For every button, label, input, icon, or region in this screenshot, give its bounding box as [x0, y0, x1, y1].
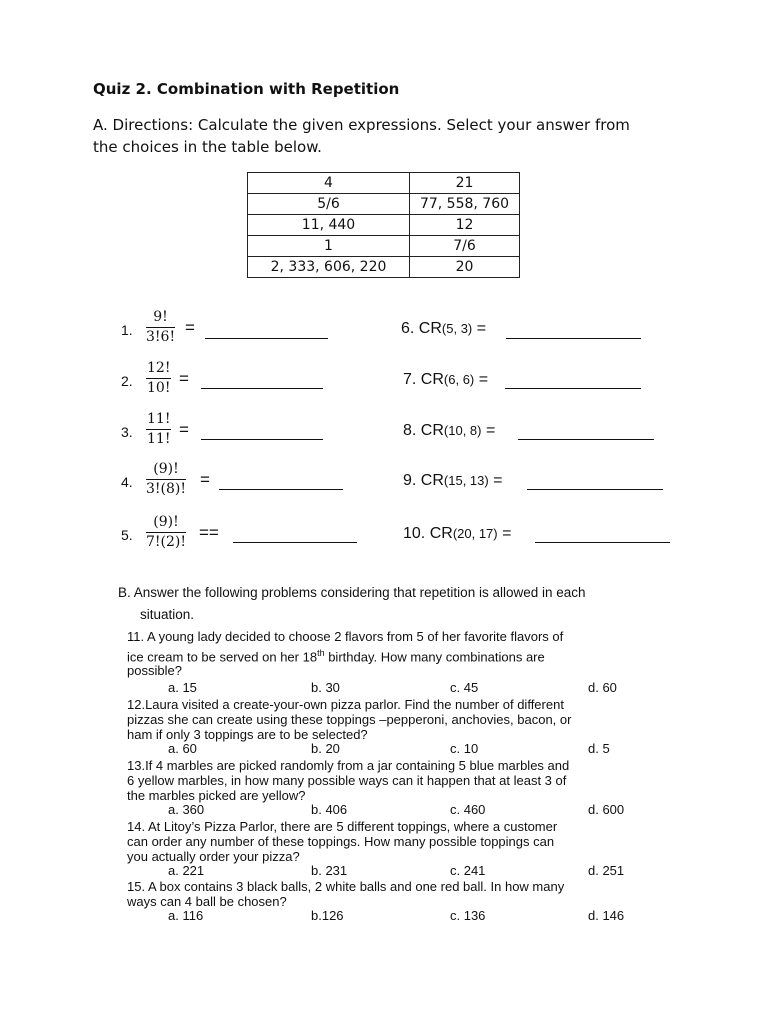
item-number: 1.	[121, 322, 133, 338]
choices-table	[247, 172, 520, 278]
cr-expression	[403, 525, 511, 543]
table-cell: 5/6	[248, 194, 410, 215]
fraction	[146, 513, 186, 552]
answer-blank[interactable]	[527, 489, 663, 490]
equals-sign: =	[476, 320, 487, 337]
question-line: possible?	[127, 663, 182, 678]
cr-function: CR	[420, 422, 444, 439]
option-c[interactable]: c. 45	[450, 680, 479, 695]
item-number: 8.	[403, 422, 417, 439]
denominator: 3!6!	[146, 329, 176, 345]
option-d[interactable]: d. 60	[588, 680, 617, 695]
option-b[interactable]: b. 30	[311, 680, 340, 695]
table-cell: 12	[410, 215, 520, 236]
question-line: can order any number of these toppings. How many possible toppings can	[127, 834, 555, 849]
cr-expression	[403, 371, 488, 389]
option-d[interactable]: d. 5	[588, 741, 610, 756]
item-number: 6.	[401, 320, 415, 337]
section-b-heading: B. Answer the following problems considering that repetition is allowed in each	[118, 585, 586, 600]
equals-sign: ==	[199, 523, 219, 542]
option-b[interactable]: b. 231	[311, 863, 348, 878]
table-cell: 20	[410, 257, 520, 278]
table-cell: 21	[410, 173, 520, 194]
question-line: ways can 4 ball be chosen?	[127, 894, 287, 909]
cr-args: (20, 17)	[452, 526, 498, 541]
cr-args: (10, 8)	[443, 423, 482, 438]
numerator: 9!	[153, 309, 168, 325]
numerator: (9)!	[153, 461, 179, 477]
question-line: the marbles picked are yellow?	[127, 788, 306, 803]
option-d[interactable]: d. 251	[588, 863, 625, 878]
fraction	[146, 410, 171, 449]
table-cell: 77, 558, 760	[410, 194, 520, 215]
table-row	[248, 257, 520, 278]
question-line	[127, 646, 667, 664]
cr-function: CR	[418, 320, 442, 337]
question-text: birthday. How many combinations are	[328, 649, 545, 665]
question-line: 12.Laura visited a create-your-own pizza parlor. Find the number of different	[127, 697, 564, 712]
table-cell: 4	[248, 173, 410, 194]
item-number: 2.	[121, 373, 133, 389]
cr-args: (6, 6)	[443, 372, 475, 387]
cr-expression	[401, 320, 486, 338]
option-b[interactable]: b. 20	[311, 741, 340, 756]
equals-sign: =	[493, 472, 503, 489]
item-number: 9.	[403, 472, 417, 489]
item-number: 4.	[121, 474, 133, 490]
denominator: 3!(8)!	[146, 481, 186, 497]
cr-function: CR	[429, 525, 453, 542]
question-line: 14. At Litoy’s Pizza Parlor, there are 5 different toppings, where a customer	[127, 819, 558, 834]
table-cell: 11, 440	[248, 215, 410, 236]
table-row	[248, 215, 520, 236]
option-b[interactable]: b.126	[311, 908, 344, 923]
question-line: pizzas she can create using these toppings –pepperoni, anchovies, bacon, or	[127, 712, 572, 727]
cr-expression	[403, 422, 495, 440]
superscript: th	[317, 648, 325, 658]
table-row	[248, 173, 520, 194]
item-number: 10.	[403, 525, 426, 542]
table-cell: 2, 333, 606, 220	[248, 257, 410, 278]
quiz-title: Quiz 2. Combination with Repetition	[93, 80, 400, 98]
option-c[interactable]: c. 136	[450, 908, 486, 923]
question-line: 13.If 4 marbles are picked randomly from a jar containing 5 blue marbles and	[127, 758, 570, 773]
item-number: 3.	[121, 424, 133, 440]
equals-sign: =	[485, 422, 496, 439]
answer-blank[interactable]	[505, 388, 641, 389]
equals-sign: =	[478, 371, 489, 388]
table-row	[248, 236, 520, 257]
option-c[interactable]: c. 460	[450, 802, 486, 817]
fraction	[146, 460, 186, 499]
equals-sign: =	[185, 318, 195, 337]
option-b[interactable]: b. 406	[311, 802, 348, 817]
answer-blank[interactable]	[205, 338, 328, 339]
option-c[interactable]: c. 241	[450, 863, 486, 878]
answer-blank[interactable]	[201, 388, 323, 389]
numerator: 12!	[147, 360, 171, 376]
equals-sign: =	[200, 470, 210, 489]
table-cell: 7/6	[410, 236, 520, 257]
section-b-heading-cont: situation.	[140, 607, 195, 622]
denominator: 10!	[147, 380, 171, 396]
question-line: you actually order your pizza?	[127, 849, 300, 864]
option-c[interactable]: c. 10	[450, 741, 479, 756]
answer-blank[interactable]	[201, 439, 323, 440]
option-d[interactable]: d. 600	[588, 802, 625, 817]
cr-args: (15, 13)	[443, 473, 489, 488]
answer-blank[interactable]	[506, 338, 641, 339]
answer-blank[interactable]	[233, 542, 357, 543]
option-a[interactable]: a. 15	[168, 680, 197, 695]
item-number: 5.	[121, 527, 133, 543]
question-line: ham if only 3 toppings are to be selected?	[127, 727, 368, 742]
answer-blank[interactable]	[535, 542, 670, 543]
option-a[interactable]: a. 60	[168, 741, 197, 756]
numerator: 11!	[147, 411, 171, 427]
option-a[interactable]: a. 116	[168, 908, 204, 923]
question-line: 15. A box contains 3 black balls, 2 white balls and one red ball. In how many	[127, 879, 565, 894]
table-cell: 1	[248, 236, 410, 257]
item-number: 7.	[403, 371, 417, 388]
answer-blank[interactable]	[219, 489, 343, 490]
cr-function: CR	[420, 371, 444, 388]
equals-sign: =	[179, 420, 189, 439]
question-text: ice cream to be served on her 18	[127, 649, 318, 665]
option-a[interactable]: a. 360	[168, 802, 205, 817]
answer-blank[interactable]	[518, 439, 654, 440]
option-a[interactable]: a. 221	[168, 863, 205, 878]
cr-args: (5, 3)	[441, 321, 473, 336]
question-line: 6 yellow marbles, in how many possible ways can it happen that at least 3 of	[127, 773, 567, 788]
equals-sign: =	[502, 525, 512, 542]
cr-expression	[403, 472, 503, 490]
option-d[interactable]: d. 146	[588, 908, 625, 923]
cr-function: CR	[420, 472, 444, 489]
table-row	[248, 194, 520, 215]
denominator: 7!(2)!	[146, 534, 186, 550]
equals-sign: =	[179, 369, 189, 388]
denominator: 11!	[147, 431, 171, 447]
numerator: (9)!	[153, 514, 179, 530]
fraction	[146, 359, 171, 398]
question-line: 11. A young lady decided to choose 2 flavors from 5 of her favorite flavors of	[127, 629, 564, 644]
fraction	[146, 308, 175, 347]
directions-text: A. Directions: Calculate the given expressions. Select your answer from the choices in the table below.	[93, 116, 630, 156]
